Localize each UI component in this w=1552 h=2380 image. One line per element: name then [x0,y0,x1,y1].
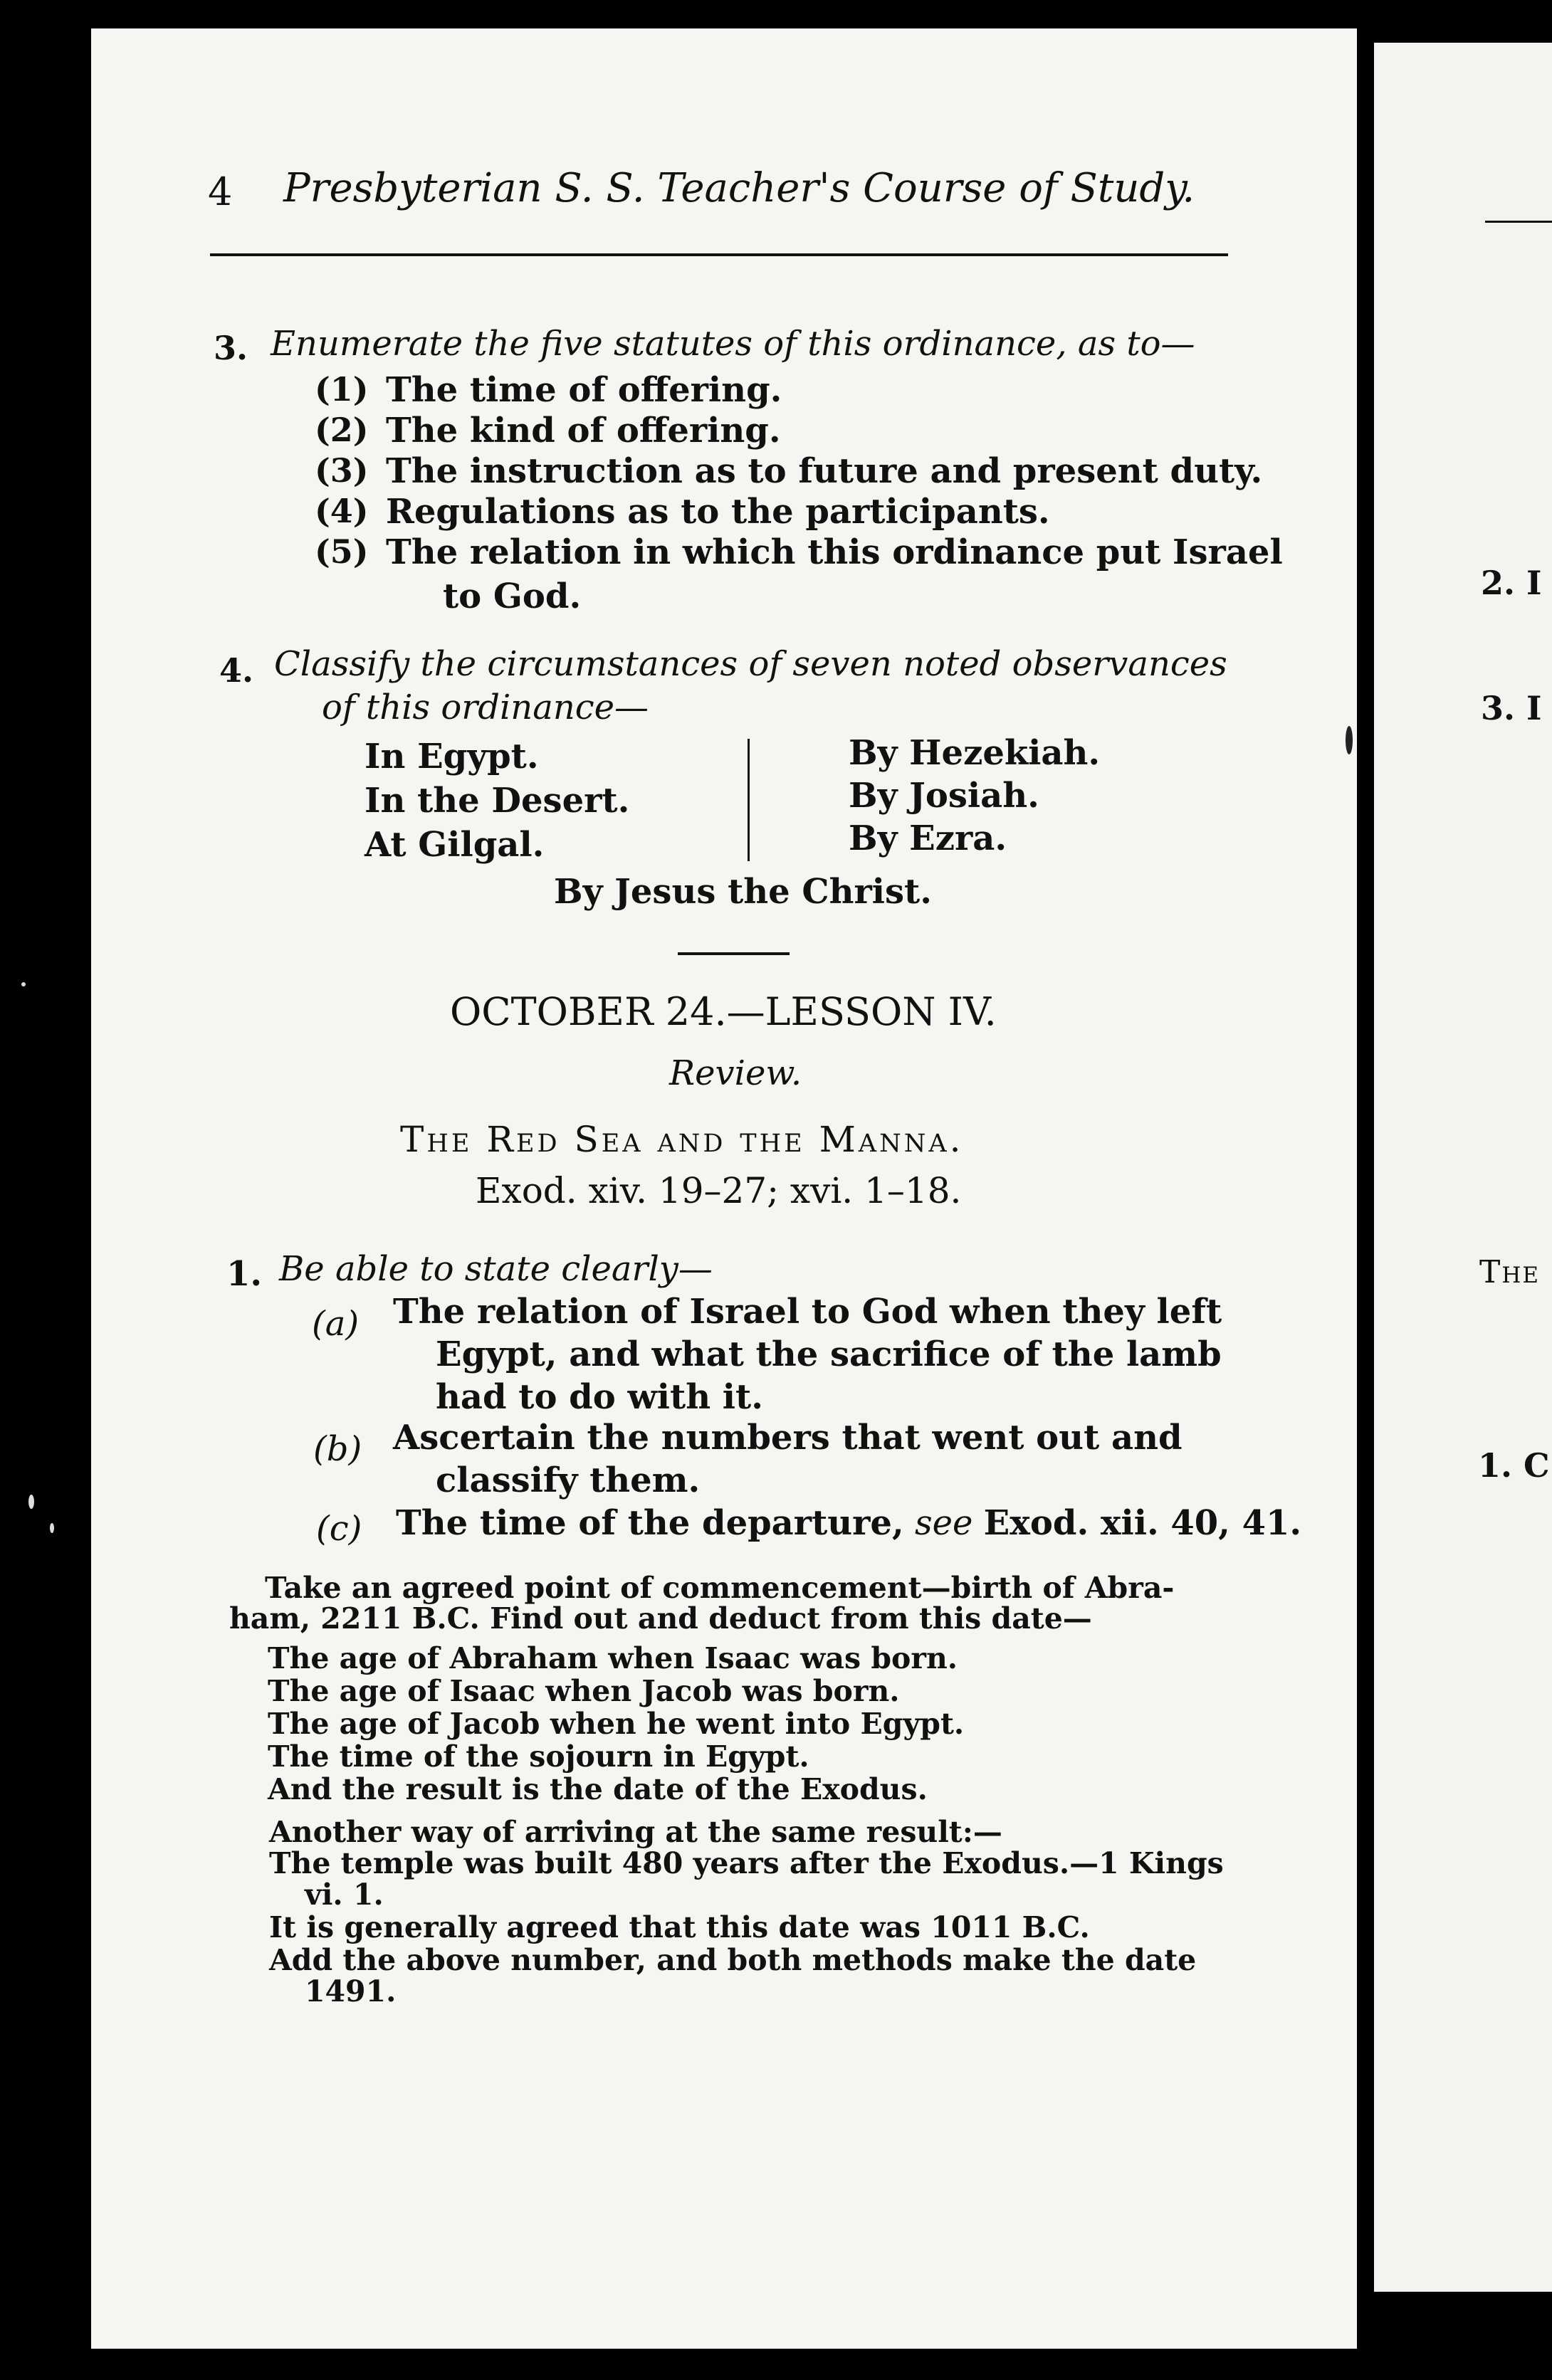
q3-item-num: (5) [315,532,369,571]
q3-prompt: Enumerate the five statutes of this ordinance, as to— [271,324,1195,364]
header-rule [210,253,1228,256]
section-divider [678,952,790,955]
note-line: ham, 2211 B.C. Find out and deduct from this date— [229,1601,1092,1636]
right-page-fragment: 2. I [1481,564,1542,602]
scan-speck [21,982,26,986]
q3-item-text: The time of offering. [386,370,782,410]
q3-number: 3. [214,329,248,367]
note-line: The age of Jacob when he went into Egypt. [268,1707,965,1741]
q3-item-continuation: to God. [443,576,582,616]
q3-item-num: (1) [315,370,369,409]
running-title: Presbyterian S. S. Teacher's Course of Study. [283,165,1195,211]
note-line: The age of Isaac when Jacob was born. [268,1674,900,1708]
note-line: The temple was built 480 years after the Exodus.—1 Kings [269,1846,1224,1880]
q1-c-text: The time of the departure, [396,1503,904,1543]
q1-c-see: see [914,1503,973,1543]
q1-a-label: (a) [312,1304,360,1344]
q3-item-num: (3) [315,451,369,490]
note-line: It is generally agreed that this date was 1011 B.C. [269,1910,1090,1944]
right-page-rule [1485,221,1552,223]
right-page-fragment: The [1479,1254,1541,1290]
q4-left-item: At Gilgal. [365,825,545,865]
q1-c-label: (c) [316,1509,362,1549]
q1-b-line: classify them. [436,1460,701,1500]
lesson-reference: Exod. xiv. 19–27; xvi. 1–18. [476,1170,962,1211]
q1-a-line: had to do with it. [436,1377,763,1417]
q1-b-label: (b) [313,1429,362,1469]
q1-number: 1. [226,1254,263,1294]
q1-a-line: Egypt, and what the sacrifice of the lamb [436,1334,1222,1374]
lesson-subtitle: Review. [669,1053,802,1093]
q1-a-line: The relation of Israel to God when they left [393,1292,1222,1332]
q3-item-num: (2) [315,411,369,449]
scan-speck [50,1523,54,1533]
scan-speck [1346,726,1353,754]
q4-left-item: In the Desert. [365,781,630,821]
note-line: Add the above number, and both methods make the date [269,1943,1197,1977]
q3-item-text: The kind of offering. [386,411,781,451]
q3-item-text: The relation in which this ordinance put Israel [386,532,1283,572]
right-page-fragment: 1. C [1478,1446,1550,1485]
q1-c-line [396,1503,1301,1543]
note-line: And the result is the date of the Exodus. [268,1772,928,1806]
q4-last-item: By Jesus the Christ. [554,872,932,912]
q4-prompt-line2: of this ordinance— [322,688,649,727]
q1-prompt: Be able to state clearly— [279,1249,713,1289]
q4-right-item: By Josiah. [849,776,1039,816]
q1-b-line: Ascertain the numbers that went out and [393,1418,1183,1458]
note-line: 1491. [305,1974,397,2008]
page-number: 4 [208,169,233,214]
lesson-title: The Red Sea and the Manna. [400,1119,964,1160]
note-line: Take an agreed point of commencement—birth of Abra- [265,1571,1175,1605]
q4-right-item: By Hezekiah. [849,733,1101,773]
scan-speck [28,1495,34,1509]
lesson-date-heading: OCTOBER 24.—LESSON IV. [450,989,997,1034]
right-page-fragment: 3. I [1481,689,1542,727]
q3-item-text: The instruction as to future and present duty. [386,451,1263,491]
q4-number: 4. [219,651,254,690]
q4-prompt-line1: Classify the circumstances of seven noted observances [274,644,1227,684]
q1-c-reference: Exod. xii. 40, 41. [983,1503,1302,1543]
note-line: vi. 1. [305,1878,384,1912]
note-line: The age of Abraham when Isaac was born. [268,1641,958,1675]
note-line: Another way of arriving at the same result:— [269,1815,1002,1849]
q4-right-item: By Ezra. [849,818,1007,858]
right-page [1374,43,1552,2292]
column-divider [748,739,750,861]
q3-item-text: Regulations as to the participants. [386,492,1050,532]
note-line: The time of the sojourn in Egypt. [268,1739,809,1774]
q3-item-num: (4) [315,492,369,530]
q4-left-item: In Egypt. [365,737,539,776]
